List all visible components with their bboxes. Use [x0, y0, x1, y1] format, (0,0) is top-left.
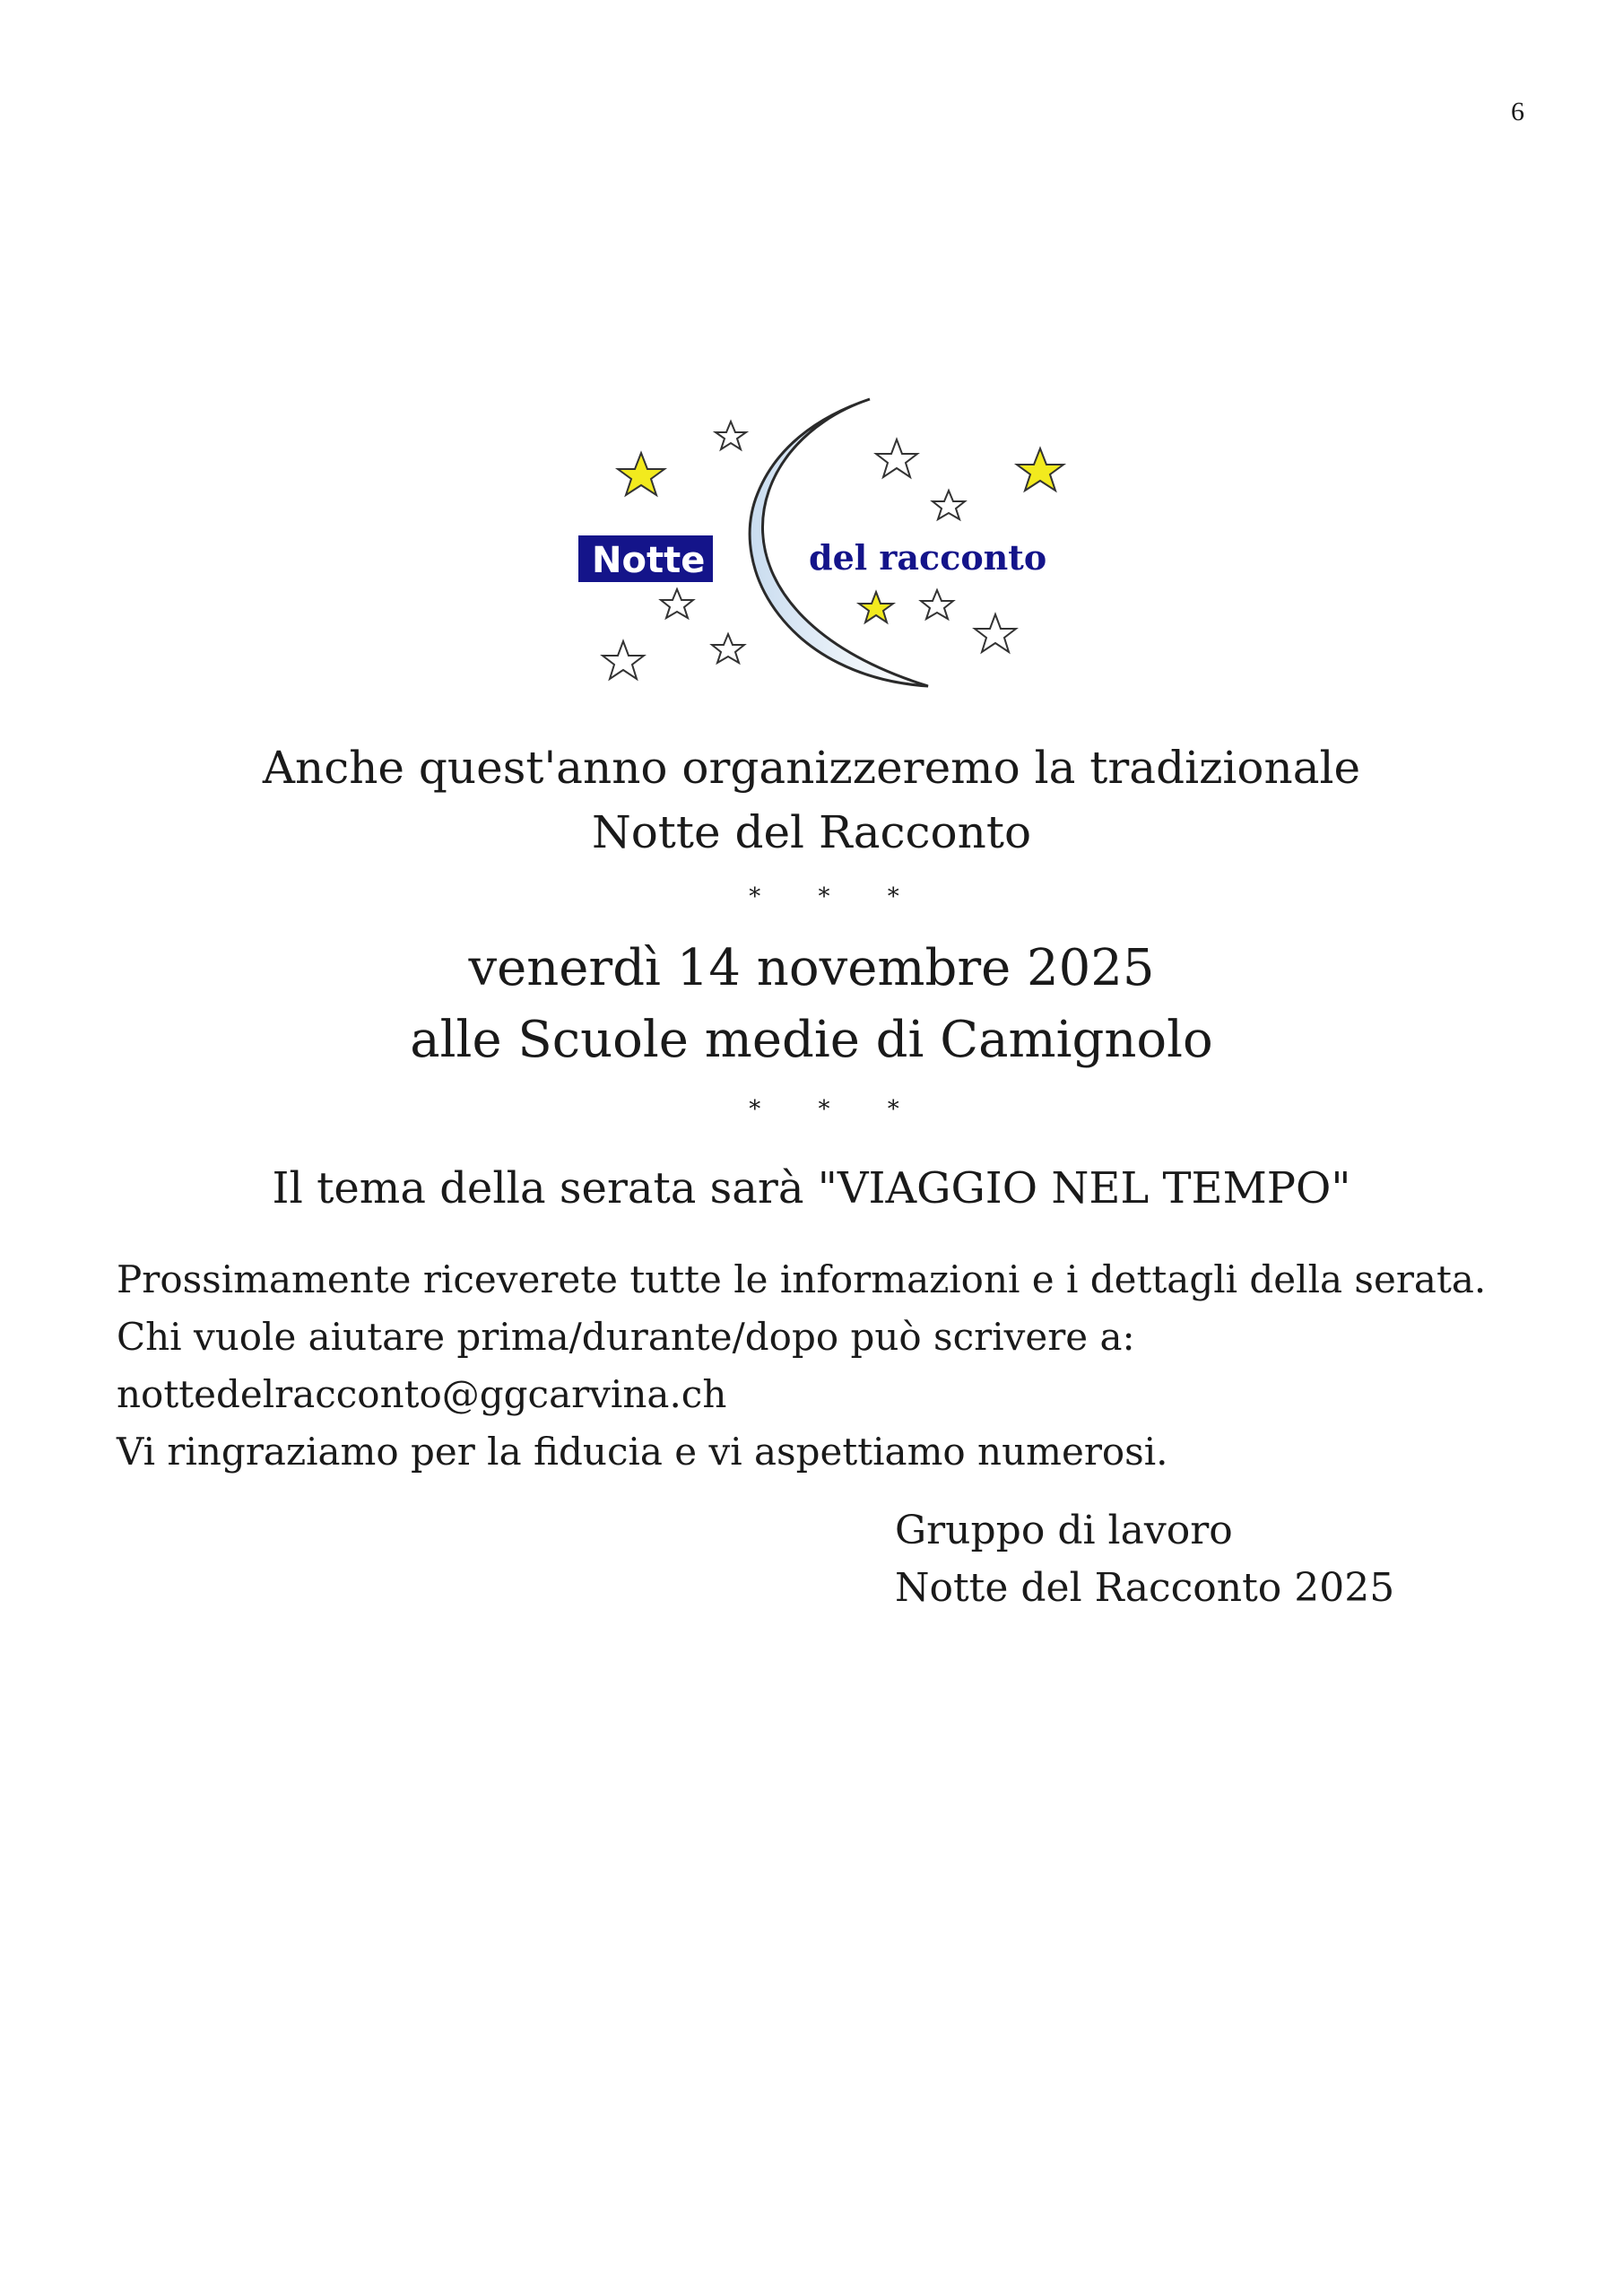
event-theme: Il tema della serata sarà "VIAGGIO NEL TEMPO" — [272, 1163, 1351, 1213]
star-icon — [618, 453, 664, 495]
star-icon — [859, 592, 893, 622]
intro-line-1: Anche quest'anno organizzeremo la tradizionale — [262, 742, 1361, 794]
star-icon — [661, 589, 693, 618]
separator: * * * — [749, 883, 924, 910]
star-icon — [975, 614, 1016, 652]
body-line-4: Vi ringraziamo per la fiducia e vi aspettiamo numerosi. — [117, 1430, 1168, 1474]
body-text — [117, 1251, 1533, 1481]
notte-del-racconto-logo — [574, 390, 1094, 704]
star-icon — [712, 634, 744, 663]
intro — [0, 735, 1623, 865]
signature — [895, 1502, 1394, 1617]
logo-word-right: del racconto — [809, 537, 1047, 578]
event-place: alle Scuole medie di Camignolo — [410, 1011, 1213, 1069]
star-icon — [876, 439, 917, 477]
star-icon — [716, 422, 746, 449]
contact-email[interactable]: nottedelracconto@ggcarvina.ch — [117, 1372, 727, 1416]
star-icon — [1017, 448, 1063, 491]
body-line-1: Prossimamente riceverete tutte le informazioni e i dettagli della serata. — [117, 1257, 1487, 1301]
star-icon — [933, 491, 965, 519]
signature-line-1: Gruppo di lavoro — [895, 1508, 1233, 1553]
intro-line-2: Notte del Racconto — [591, 806, 1032, 858]
page-number: 6 — [1511, 97, 1524, 126]
event-date: venerdì 14 novembre 2025 — [468, 939, 1155, 997]
signature-line-2: Notte del Racconto 2025 — [895, 1565, 1395, 1611]
separator: * * * — [749, 1096, 924, 1123]
logo-word-left: Notte — [592, 540, 706, 581]
body-line-2: Chi vuole aiutare prima/durante/dopo può scrivere a: — [117, 1315, 1135, 1359]
star-icon — [921, 590, 953, 619]
star-icon — [603, 641, 644, 679]
event-info — [0, 933, 1623, 1076]
